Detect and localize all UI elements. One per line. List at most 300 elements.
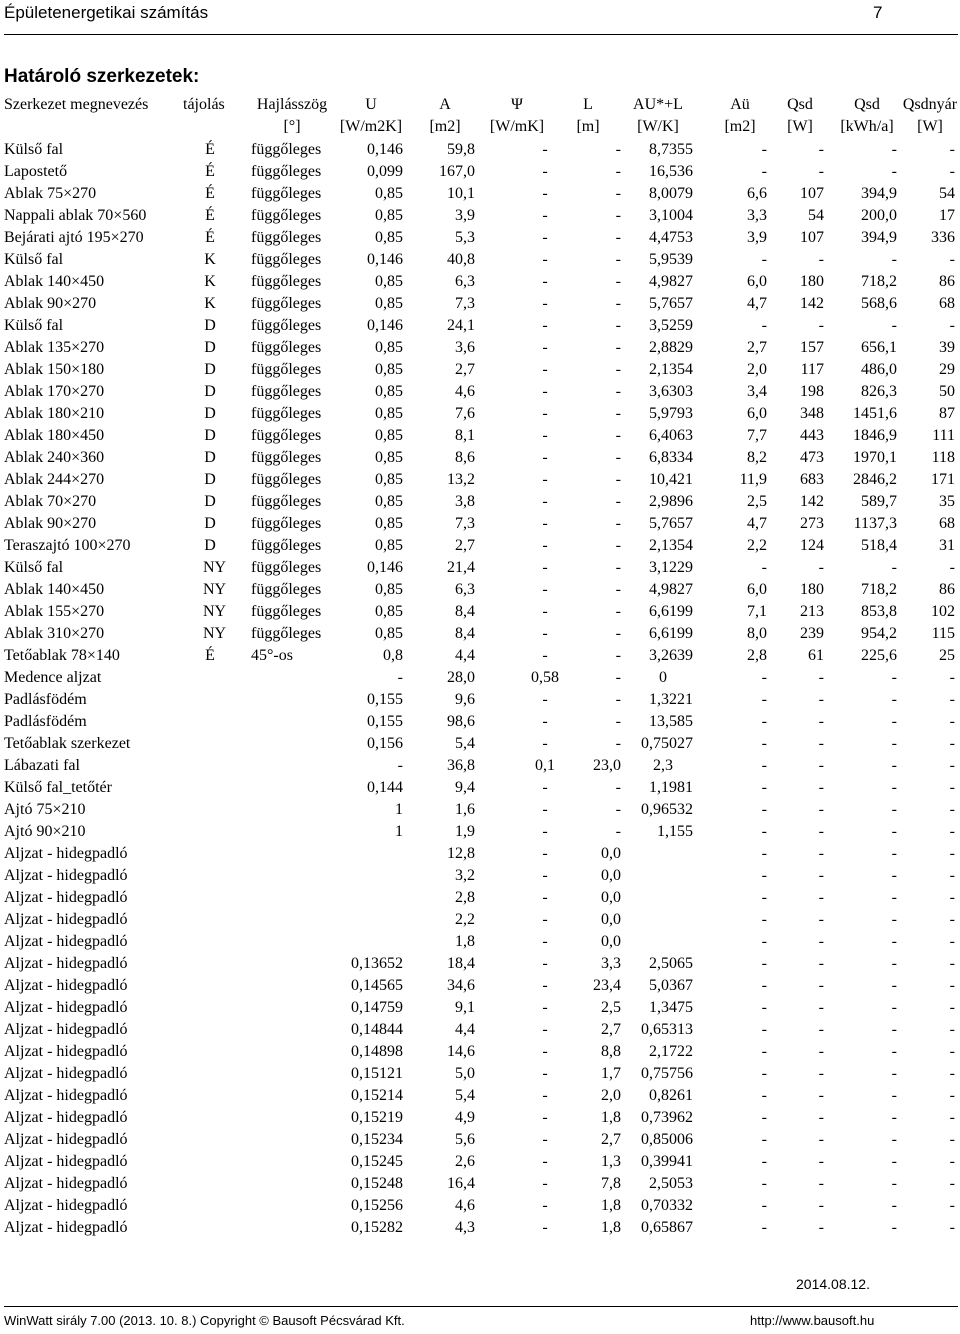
cell-au: 3,5259 — [649, 317, 693, 334]
cell-u: 0,099 — [367, 163, 403, 180]
cell-tajolas: D — [204, 449, 216, 466]
cell-u: - — [397, 757, 403, 774]
cell-au: 2,8829 — [649, 339, 693, 356]
cell-l: 0,0 — [601, 889, 621, 906]
cell-qsd-w: - — [818, 933, 824, 950]
cell-au: 8,7355 — [649, 141, 693, 158]
cell-qsd-w: - — [818, 757, 824, 774]
cell-u: 0,85 — [375, 581, 403, 598]
cell-u: 0,15282 — [351, 1219, 403, 1236]
cell-name: Aljzat - hidegpadló — [4, 1153, 128, 1170]
cell-l: 2,7 — [601, 1131, 621, 1148]
cell-qsd-w: - — [818, 823, 824, 840]
cell-a: 5,3 — [455, 229, 475, 246]
cell-hajlasszog: függőleges — [251, 581, 322, 598]
cell-aue: 4,7 — [747, 295, 767, 312]
cell-u: 0,14759 — [351, 999, 403, 1016]
cell-tajolas: NY — [203, 581, 227, 598]
cell-psi: - — [542, 581, 548, 598]
table-row — [0, 578, 960, 600]
cell-psi: - — [542, 823, 548, 840]
cell-psi: - — [542, 141, 548, 158]
table-row — [0, 600, 960, 622]
cell-qsdnyar: - — [949, 141, 955, 158]
cell-u: 0,85 — [375, 361, 403, 378]
cell-qsd-kwh: - — [891, 977, 897, 994]
cell-u: 0,15245 — [351, 1153, 403, 1170]
cell-l: 1,3 — [601, 1153, 621, 1170]
cell-tajolas: D — [204, 515, 216, 532]
cell-qsdnyar: - — [949, 999, 955, 1016]
cell-a: 4,6 — [455, 383, 475, 400]
cell-qsdnyar: 39 — [939, 339, 955, 356]
cell-name: Aljzat - hidegpadló — [4, 1065, 128, 1082]
cell-u: 0,85 — [375, 427, 403, 444]
cell-a: 1,8 — [455, 933, 475, 950]
cell-qsd-kwh: - — [891, 1219, 897, 1236]
cell-qsdnyar: - — [949, 757, 955, 774]
cell-l: 23,4 — [593, 977, 621, 994]
cell-aue: - — [761, 691, 767, 708]
cell-l: - — [615, 405, 621, 422]
table-row — [0, 798, 960, 820]
cell-u: 0,146 — [367, 559, 403, 576]
cell-tajolas: D — [204, 317, 216, 334]
cell-u: 0,85 — [375, 339, 403, 356]
cell-aue: 2,7 — [747, 339, 767, 356]
cell-qsd-w: - — [818, 713, 824, 730]
cell-name: Aljzat - hidegpadló — [4, 845, 128, 862]
cell-a: 36,8 — [447, 757, 475, 774]
cell-qsdnyar: - — [949, 251, 955, 268]
footer-url: http://www.bausoft.hu — [750, 1313, 875, 1328]
cell-qsd-kwh: - — [891, 559, 897, 576]
cell-psi: - — [542, 493, 548, 510]
cell-psi: - — [542, 427, 548, 444]
table-row — [0, 248, 960, 270]
cell-qsd-kwh: - — [891, 251, 897, 268]
table-row — [0, 996, 960, 1018]
cell-hajlasszog: függőleges — [251, 339, 322, 356]
cell-aue: - — [761, 911, 767, 928]
cell-qsd-kwh: - — [891, 713, 897, 730]
cell-qsd-w: - — [818, 911, 824, 928]
cell-l: - — [615, 779, 621, 796]
cell-au: 3,6303 — [649, 383, 693, 400]
cell-psi: - — [542, 317, 548, 334]
cell-tajolas: NY — [203, 625, 227, 642]
cell-l: - — [615, 537, 621, 554]
cell-psi: - — [542, 889, 548, 906]
cell-aue: 2,5 — [747, 493, 767, 510]
cell-tajolas: É — [205, 185, 215, 202]
cell-qsd-w: - — [818, 141, 824, 158]
cell-qsdnyar: - — [949, 559, 955, 576]
cell-au: 0,96532 — [641, 801, 693, 818]
cell-qsd-kwh: 518,4 — [861, 537, 897, 554]
cell-a: 4,4 — [455, 1021, 475, 1038]
cell-l: - — [615, 339, 621, 356]
cell-au: 3,1004 — [649, 207, 693, 224]
cell-l: - — [615, 427, 621, 444]
cell-l: 8,8 — [601, 1043, 621, 1060]
cell-aue: 6,0 — [747, 405, 767, 422]
cell-qsdnyar: 31 — [939, 537, 955, 554]
cell-au: 5,0367 — [649, 977, 693, 994]
table-row — [0, 160, 960, 182]
cell-qsdnyar: - — [949, 933, 955, 950]
table-row — [0, 270, 960, 292]
cell-qsd-kwh: - — [891, 141, 897, 158]
cell-aue: - — [761, 845, 767, 862]
table-row — [0, 842, 960, 864]
header-title: Épületenergetikai számítás — [4, 3, 209, 22]
cell-u: 0,15256 — [351, 1197, 403, 1214]
cell-aue: 8,2 — [747, 449, 767, 466]
cell-aue: 7,7 — [747, 427, 767, 444]
cell-qsdnyar: 115 — [931, 625, 955, 642]
cell-l: - — [615, 295, 621, 312]
cell-qsd-kwh: - — [891, 669, 897, 686]
cell-a: 2,2 — [455, 911, 475, 928]
cell-au: 2,1354 — [649, 537, 693, 554]
cell-l: 1,8 — [601, 1109, 621, 1126]
cell-qsd-kwh: - — [891, 1197, 897, 1214]
cell-a: 28,0 — [447, 669, 475, 686]
cell-name: Ablak 90×270 — [4, 295, 97, 312]
cell-hajlasszog: függőleges — [251, 185, 322, 202]
cell-a: 5,0 — [455, 1065, 475, 1082]
col-header-qsd-w: Qsd [W] — [787, 96, 813, 135]
col-header-name: Szerkezet megnevezés — [4, 96, 149, 113]
cell-name: Ablak 75×270 — [4, 185, 97, 202]
cell-aue: - — [761, 867, 767, 884]
cell-qsdnyar: - — [949, 1065, 955, 1082]
cell-u: 0,144 — [367, 779, 403, 796]
cell-au: 5,7657 — [649, 295, 693, 312]
cell-qsd-w: 107 — [800, 185, 824, 202]
cell-hajlasszog: függőleges — [251, 207, 322, 224]
table-row — [0, 402, 960, 424]
cell-psi: - — [542, 1109, 548, 1126]
cell-u: 0,85 — [375, 493, 403, 510]
cell-a: 167,0 — [439, 163, 475, 180]
cell-psi: - — [542, 1043, 548, 1060]
cell-name: Aljzat - hidegpadló — [4, 1197, 128, 1214]
cell-name: Ablak 155×270 — [4, 603, 105, 620]
cell-au: 16,536 — [649, 163, 693, 180]
col-header-tajolas: tájolás — [183, 96, 225, 113]
cell-u: 1 — [395, 823, 403, 840]
cell-a: 3,9 — [455, 207, 475, 224]
cell-l: 23,0 — [593, 757, 621, 774]
cell-hajlasszog: függőleges — [251, 427, 322, 444]
cell-au: 4,4753 — [649, 229, 693, 246]
cell-hajlasszog: függőleges — [251, 405, 322, 422]
table-row — [0, 622, 960, 644]
table-row — [0, 1194, 960, 1216]
cell-qsd-kwh: 1970,1 — [853, 449, 897, 466]
cell-au: 13,585 — [649, 713, 693, 730]
cell-psi: - — [542, 955, 548, 972]
cell-hajlasszog: függőleges — [251, 537, 322, 554]
cell-u: 0,15121 — [351, 1065, 403, 1082]
cell-au: 0,39941 — [641, 1153, 693, 1170]
cell-tajolas: É — [205, 229, 215, 246]
cell-a: 8,1 — [455, 427, 475, 444]
cell-psi: - — [542, 295, 548, 312]
cell-aue: 6,0 — [747, 581, 767, 598]
cell-a: 34,6 — [447, 977, 475, 994]
cell-qsdnyar: - — [949, 669, 955, 686]
cell-qsd-w: - — [818, 889, 824, 906]
cell-aue: - — [761, 757, 767, 774]
cell-qsd-w: 683 — [800, 471, 824, 488]
cell-a: 8,4 — [455, 625, 475, 642]
cell-l: - — [615, 383, 621, 400]
table-row — [0, 336, 960, 358]
cell-name: Külső fal — [4, 317, 64, 334]
cell-name: Ablak 180×210 — [4, 405, 105, 422]
cell-qsdnyar: - — [949, 845, 955, 862]
cell-hajlasszog: függőleges — [251, 559, 322, 576]
cell-au: 5,7657 — [649, 515, 693, 532]
cell-tajolas: É — [205, 647, 215, 664]
table-row — [0, 1018, 960, 1040]
cell-au: 10,421 — [649, 471, 693, 488]
cell-psi: - — [542, 361, 548, 378]
cell-aue: - — [761, 251, 767, 268]
cell-hajlasszog: függőleges — [251, 603, 322, 620]
cell-u: 0,146 — [367, 317, 403, 334]
cell-qsd-kwh: - — [891, 911, 897, 928]
cell-l: - — [615, 251, 621, 268]
cell-tajolas: D — [204, 383, 216, 400]
cell-a: 21,4 — [447, 559, 475, 576]
cell-hajlasszog: függőleges — [251, 317, 322, 334]
cell-l: - — [615, 559, 621, 576]
cell-qsdnyar: - — [949, 317, 955, 334]
cell-qsd-w: - — [818, 1087, 824, 1104]
cell-name: Nappali ablak 70×560 — [4, 207, 147, 224]
cell-a: 4,9 — [455, 1109, 475, 1126]
cell-au: 0,75027 — [641, 735, 693, 752]
cell-hajlasszog: függőleges — [251, 295, 322, 312]
cell-l: 1,7 — [601, 1065, 621, 1082]
cell-qsdnyar: 54 — [939, 185, 955, 202]
cell-aue: - — [761, 801, 767, 818]
cell-qsd-kwh: - — [891, 1153, 897, 1170]
cell-u: 0,85 — [375, 273, 403, 290]
cell-a: 7,3 — [455, 515, 475, 532]
cell-a: 3,2 — [455, 867, 475, 884]
table-row — [0, 204, 960, 226]
cell-au: 5,9793 — [649, 405, 693, 422]
cell-qsd-w: 198 — [800, 383, 824, 400]
table-row — [0, 226, 960, 248]
cell-aue: 11,9 — [739, 471, 767, 488]
cell-aue: - — [761, 669, 767, 686]
cell-name: Aljzat - hidegpadló — [4, 1021, 128, 1038]
cell-qsdnyar: - — [949, 1131, 955, 1148]
cell-qsd-w: - — [818, 559, 824, 576]
col-header-qsd-kwh: Qsd [kWh/a] — [840, 96, 894, 135]
cell-aue: - — [761, 779, 767, 796]
cell-psi: - — [542, 977, 548, 994]
cell-u: 1 — [395, 801, 403, 818]
cell-qsd-w: - — [818, 1043, 824, 1060]
cell-aue: - — [761, 1131, 767, 1148]
cell-au: 2,1354 — [649, 361, 693, 378]
cell-psi: - — [542, 1175, 548, 1192]
cell-l: - — [615, 141, 621, 158]
cell-au: 6,8334 — [649, 449, 693, 466]
cell-name: Ablak 150×180 — [4, 361, 105, 378]
table-row — [0, 1040, 960, 1062]
cell-hajlasszog: függőleges — [251, 625, 322, 642]
cell-aue: - — [761, 1065, 767, 1082]
cell-au: 0,85006 — [641, 1131, 693, 1148]
cell-qsd-kwh: 200,0 — [861, 207, 897, 224]
cell-qsd-kwh: - — [891, 801, 897, 818]
cell-a: 2,7 — [455, 537, 475, 554]
cell-au: 0,65313 — [641, 1021, 693, 1038]
table-row — [0, 754, 960, 776]
cell-au: 1,1981 — [649, 779, 693, 796]
cell-psi: - — [542, 999, 548, 1016]
cell-psi: - — [542, 1219, 548, 1236]
cell-name: Padlásfödém — [4, 713, 87, 730]
table-row — [0, 358, 960, 380]
cell-name: Ajtó 75×210 — [4, 801, 86, 818]
cell-hajlasszog: függőleges — [251, 361, 322, 378]
cell-psi: - — [542, 1131, 548, 1148]
cell-psi: - — [542, 1021, 548, 1038]
cell-u: 0,13652 — [351, 955, 403, 972]
cell-psi: - — [542, 603, 548, 620]
cell-hajlasszog: függőleges — [251, 141, 322, 158]
cell-name: Bejárati ajtó 195×270 — [4, 229, 144, 246]
cell-qsdnyar: 86 — [939, 581, 955, 598]
cell-name: Aljzat - hidegpadló — [4, 955, 128, 972]
cell-u: 0,85 — [375, 625, 403, 642]
cell-name: Ablak 140×450 — [4, 273, 105, 290]
cell-au: 0,70332 — [641, 1197, 693, 1214]
cell-u: - — [397, 669, 403, 686]
cell-l: - — [615, 669, 621, 686]
cell-psi: - — [542, 779, 548, 796]
cell-l: 0,0 — [601, 911, 621, 928]
cell-l: - — [615, 163, 621, 180]
cell-qsdnyar: - — [949, 1219, 955, 1236]
cell-qsd-w: 107 — [800, 229, 824, 246]
cell-name: Aljzat - hidegpadló — [4, 1043, 128, 1060]
cell-u: 0,15234 — [351, 1131, 403, 1148]
cell-qsd-kwh: - — [891, 823, 897, 840]
cell-aue: 8,0 — [747, 625, 767, 642]
cell-tajolas: É — [205, 163, 215, 180]
cell-psi: - — [542, 207, 548, 224]
cell-name: Teraszajtó 100×270 — [4, 537, 131, 554]
table-row — [0, 1062, 960, 1084]
cell-psi: - — [542, 449, 548, 466]
cell-name: Ablak 180×450 — [4, 427, 105, 444]
cell-a: 2,6 — [455, 1153, 475, 1170]
cell-a: 7,6 — [455, 405, 475, 422]
cell-l: 7,8 — [601, 1175, 621, 1192]
cell-l: - — [615, 449, 621, 466]
cell-qsd-kwh: - — [891, 1087, 897, 1104]
cell-qsdnyar: - — [949, 779, 955, 796]
cell-psi: - — [542, 1087, 548, 1104]
footer-rule — [4, 1306, 958, 1307]
cell-aue: - — [761, 1087, 767, 1104]
cell-u: 0,14898 — [351, 1043, 403, 1060]
cell-l: - — [615, 603, 621, 620]
cell-qsd-w: 54 — [808, 207, 824, 224]
cell-qsd-w: 124 — [800, 537, 824, 554]
cell-qsdnyar: - — [949, 1197, 955, 1214]
cell-a: 9,1 — [455, 999, 475, 1016]
cell-qsd-w: 180 — [800, 273, 824, 290]
cell-qsd-w: 142 — [800, 493, 824, 510]
cell-u: 0,156 — [367, 735, 403, 752]
cell-psi: - — [542, 1197, 548, 1214]
cell-a: 2,8 — [455, 889, 475, 906]
table-row — [0, 182, 960, 204]
cell-au: 2,3 — [653, 757, 673, 774]
cell-u: 0,15214 — [351, 1087, 403, 1104]
cell-name: Ablak 244×270 — [4, 471, 105, 488]
cell-a: 14,6 — [447, 1043, 475, 1060]
cell-name: Ablak 70×270 — [4, 493, 97, 510]
cell-aue: - — [761, 1043, 767, 1060]
cell-name: Ablak 170×270 — [4, 383, 105, 400]
table-row — [0, 1084, 960, 1106]
cell-l: - — [615, 493, 621, 510]
cell-qsd-kwh: - — [891, 1043, 897, 1060]
cell-qsd-kwh: 1846,9 — [853, 427, 897, 444]
cell-psi: - — [542, 1065, 548, 1082]
cell-au: 0,75756 — [641, 1065, 693, 1082]
cell-au: 6,4063 — [649, 427, 693, 444]
cell-qsd-kwh: - — [891, 757, 897, 774]
cell-l: 2,0 — [601, 1087, 621, 1104]
cell-name: Ajtó 90×210 — [4, 823, 86, 840]
cell-qsd-kwh: 1137,3 — [853, 515, 897, 532]
table-row — [0, 930, 960, 952]
cell-aue: - — [761, 317, 767, 334]
cell-qsdnyar: - — [949, 1175, 955, 1192]
cell-psi: - — [542, 559, 548, 576]
cell-l: - — [615, 625, 621, 642]
cell-u: 0,85 — [375, 515, 403, 532]
cell-name: Aljzat - hidegpadló — [4, 1131, 128, 1148]
cell-qsd-w: - — [818, 801, 824, 818]
cell-qsdnyar: 68 — [939, 295, 955, 312]
cell-qsdnyar: 35 — [939, 493, 955, 510]
cell-qsd-w: - — [818, 691, 824, 708]
cell-qsd-kwh: 486,0 — [861, 361, 897, 378]
cell-u: 0,85 — [375, 603, 403, 620]
cell-tajolas: K — [204, 251, 216, 268]
table-row — [0, 974, 960, 996]
cell-au: 5,9539 — [649, 251, 693, 268]
cell-qsd-w: - — [818, 317, 824, 334]
cell-qsd-kwh: - — [891, 163, 897, 180]
cell-hajlasszog: függőleges — [251, 383, 322, 400]
section-title: Határoló szerkezetek: — [4, 66, 200, 87]
